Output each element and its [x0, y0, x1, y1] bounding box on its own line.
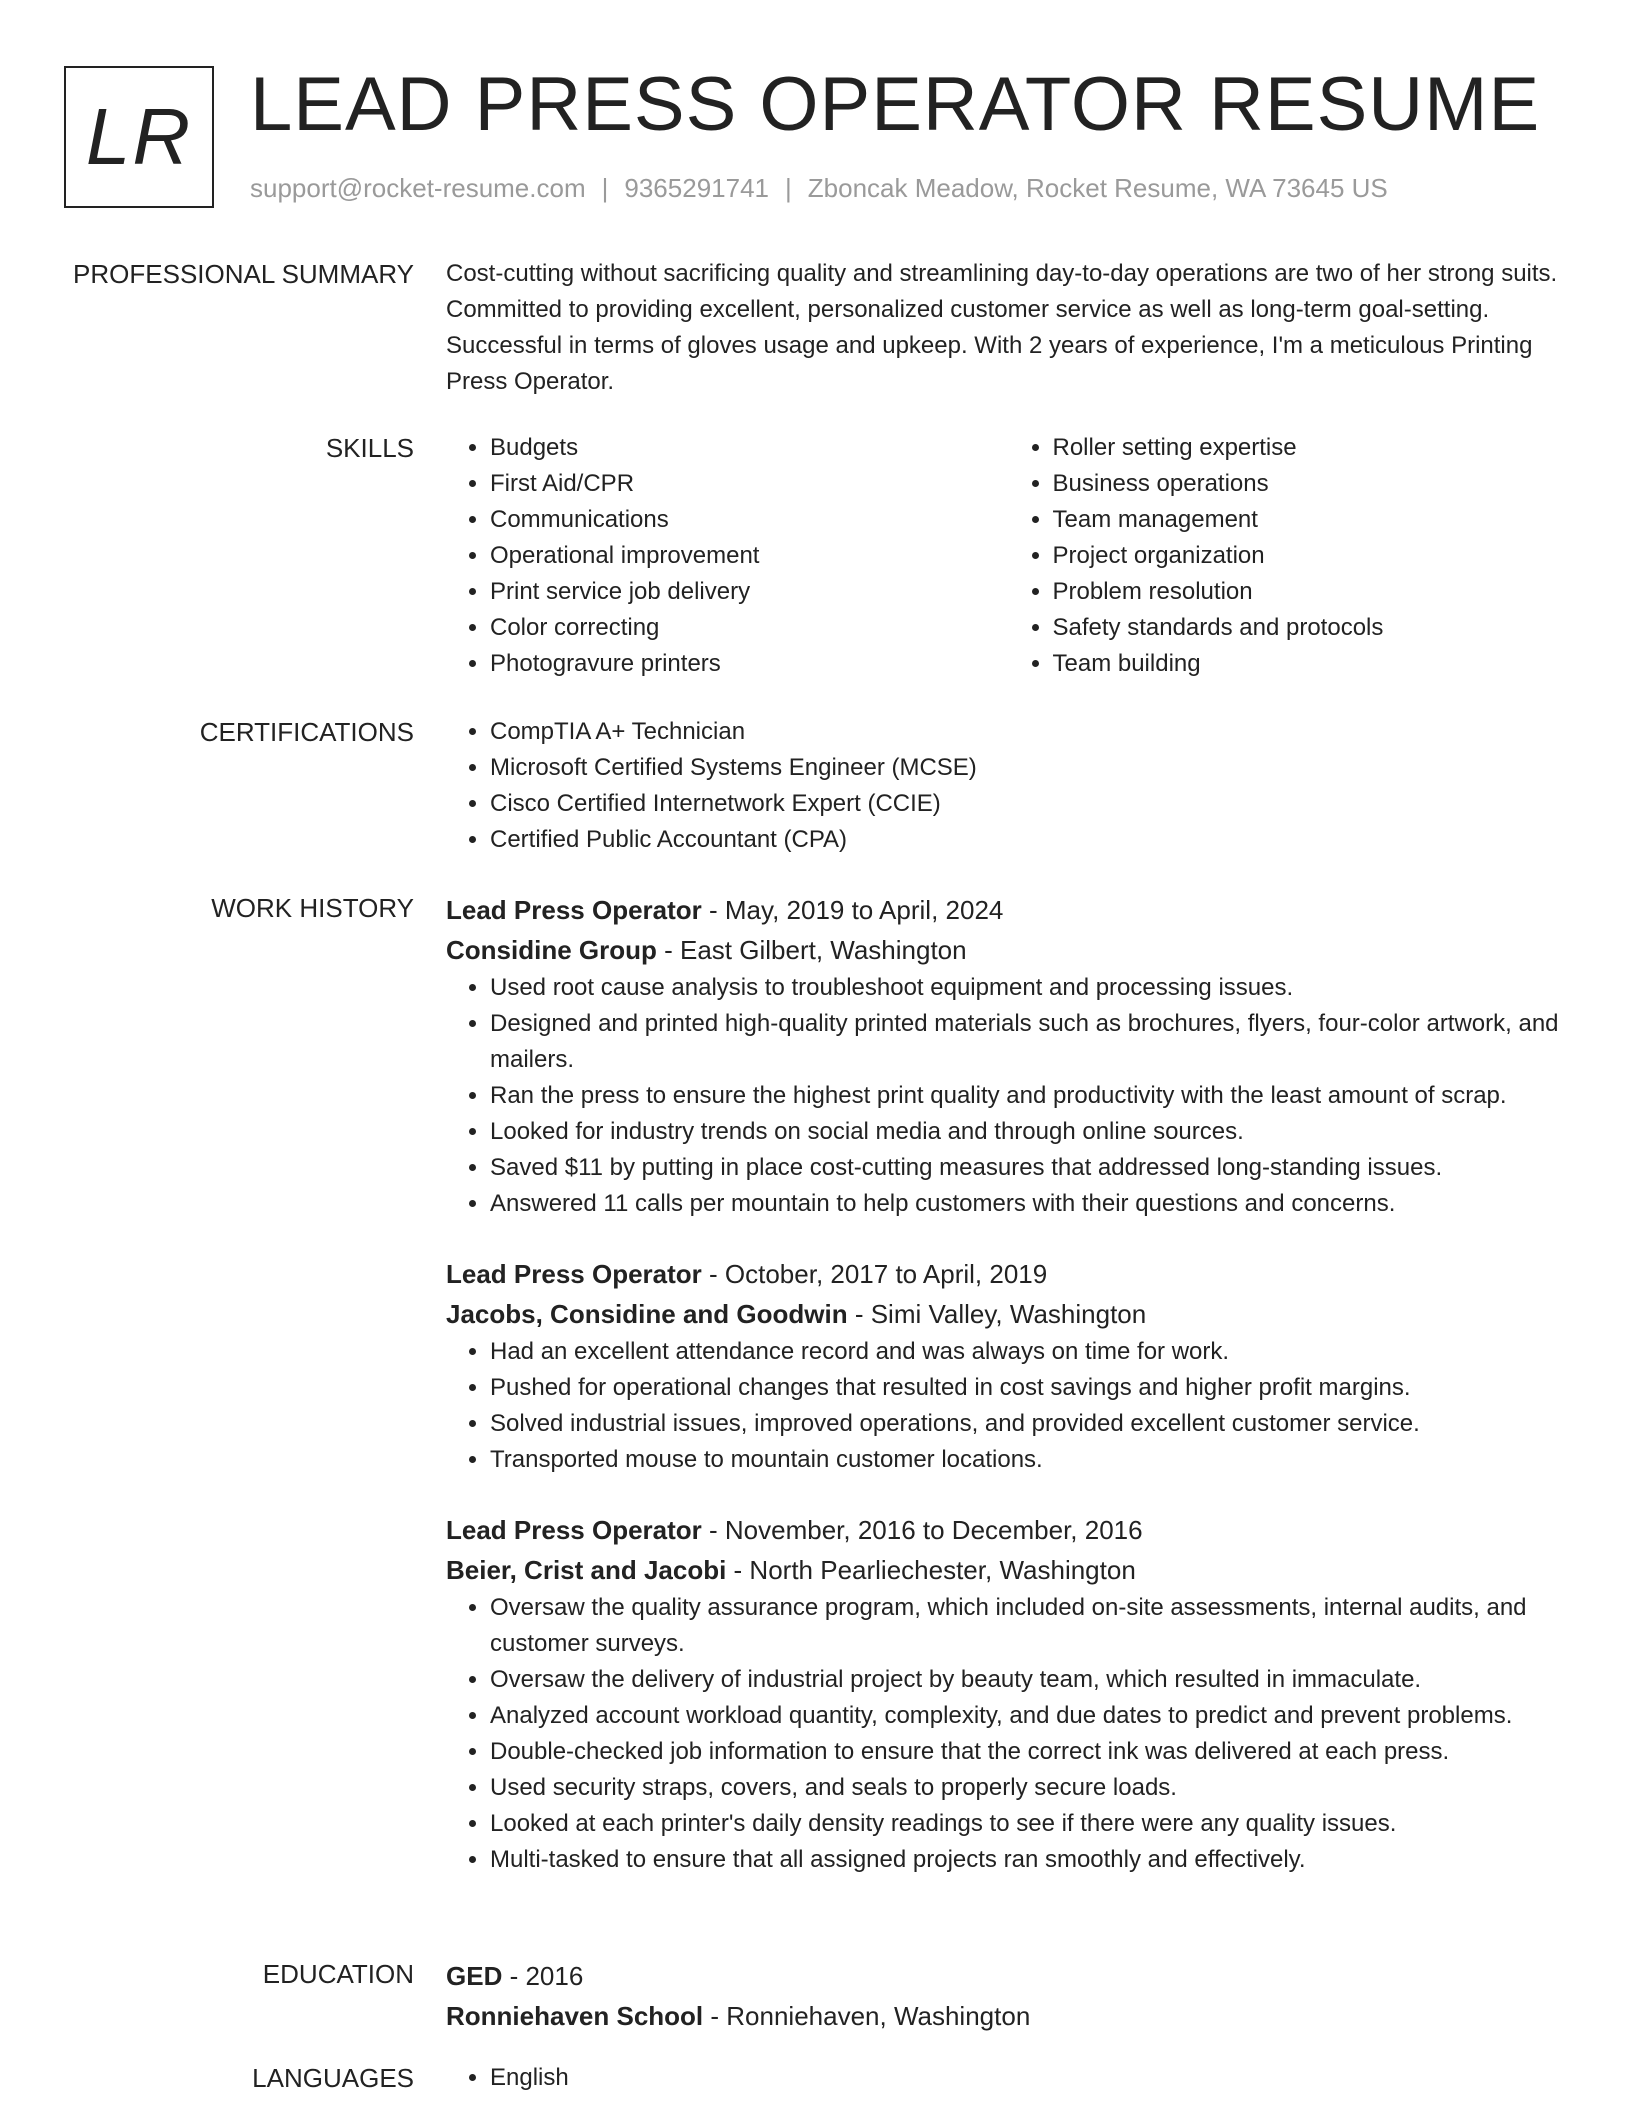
skill-item: • Problem resolution	[1053, 574, 1572, 610]
job-dates: - May, 2019 to April, 2024	[701, 895, 1004, 925]
job-bullet: • Looked at each printer's daily density readings to see if there were any quality issues.	[490, 1806, 1571, 1842]
job-bullet: • Used security straps, covers, and seals to properly secure loads.	[490, 1770, 1571, 1806]
certification-item: • Cisco Certified Internetwork Expert (CCIE)	[490, 786, 1571, 822]
skill-item: • Print service job delivery	[490, 574, 1009, 610]
section-label: EDUCATION	[262, 1959, 414, 1989]
resume-title: LEAD PRESS OPERATOR RESUME	[250, 62, 1541, 147]
certification-item: • Certified Public Accountant (CPA)	[490, 822, 1571, 858]
skills-list-left	[446, 430, 1009, 682]
job-company-line	[446, 1550, 1571, 1590]
section-label: CERTIFICATIONS	[199, 717, 414, 747]
job-bullet: • Answered 11 calls per mountain to help customers with their questions and concerns.	[490, 1186, 1571, 1222]
skill-item: • Budgets	[490, 430, 1009, 466]
monogram-initials: LR	[85, 92, 193, 181]
skill-item: • Communications	[490, 502, 1009, 538]
job-bullet: • Saved $11 by putting in place cost-cutting measures that addressed long-standing issues.	[490, 1150, 1571, 1186]
job-bullet: • Double-checked job information to ensure that the correct ink was delivered at each press.	[490, 1734, 1571, 1770]
section-label: PROFESSIONAL SUMMARY	[73, 259, 414, 289]
job-bullet: • Analyzed account workload quantity, complexity, and due dates to predict and prevent problems.	[490, 1698, 1571, 1734]
job-entry	[446, 1254, 1571, 1478]
certification-item: • Microsoft Certified Systems Engineer (MCSE)	[490, 750, 1571, 786]
job-dates: - October, 2017 to April, 2019	[701, 1259, 1048, 1289]
job-bullet: • Oversaw the quality assurance program, which included on-site assessments, internal audits, and customer surveys.	[490, 1590, 1571, 1662]
skill-item: • Color correcting	[490, 610, 1009, 646]
language-item: • English	[490, 2060, 1571, 2096]
job-title: Lead Press Operator	[446, 895, 702, 925]
job-title: Lead Press Operator	[446, 1515, 702, 1545]
job-company-line	[446, 930, 1571, 970]
job-bullet: • Used root cause analysis to troubleshoot equipment and processing issues.	[490, 970, 1571, 1006]
job-bullet: • Had an excellent attendance record and was always on time for work.	[490, 1334, 1571, 1370]
certification-item: • CompTIA A+ Technician	[490, 714, 1571, 750]
job-bullets	[446, 1334, 1571, 1478]
job-location: - Simi Valley, Washington	[847, 1299, 1147, 1329]
section-label: SKILLS	[325, 433, 414, 463]
contact-address: Zboncak Meadow, Rocket Resume, WA 73645 US	[807, 173, 1388, 203]
section-label: LANGUAGES	[252, 2063, 414, 2093]
job-bullet: • Transported mouse to mountain customer locations.	[490, 1442, 1571, 1478]
certifications-list	[446, 714, 1571, 858]
job-title: Lead Press Operator	[446, 1259, 702, 1289]
job-title-line	[446, 1510, 1571, 1550]
skill-item: • Safety standards and protocols	[1053, 610, 1572, 646]
contact-phone: 9365291741	[624, 173, 769, 203]
skill-item: • Roller setting expertise	[1053, 430, 1572, 466]
job-dates: - November, 2016 to December, 2016	[701, 1515, 1143, 1545]
job-bullet: • Multi-tasked to ensure that all assigned projects ran smoothly and effectively.	[490, 1842, 1571, 1878]
education-location: - Ronniehaven, Washington	[703, 2001, 1031, 2031]
education-school: Ronniehaven School	[446, 2001, 704, 2031]
job-bullet: • Pushed for operational changes that resulted in cost savings and higher profit margins.	[490, 1370, 1571, 1406]
job-bullet: • Designed and printed high-quality printed materials such as brochures, flyers, four-color artwork, and mailers.	[490, 1006, 1571, 1078]
contact-separator: |	[601, 173, 609, 203]
contact-line	[250, 173, 1388, 204]
job-bullets	[446, 1590, 1571, 1878]
section-label: WORK HISTORY	[211, 893, 414, 923]
skill-item: • Team building	[1053, 646, 1572, 682]
skills-list-right	[1009, 430, 1572, 682]
education-school-line	[446, 1996, 1571, 2036]
job-location: - East Gilbert, Washington	[656, 935, 967, 965]
education-degree-line	[446, 1956, 1571, 1996]
monogram-box	[64, 66, 214, 208]
skill-item: • First Aid/CPR	[490, 466, 1009, 502]
job-title-line	[446, 890, 1571, 930]
job-company: Jacobs, Considine and Goodwin	[446, 1299, 848, 1329]
summary-text: Cost-cutting without sacrificing quality and streamlining day-to-day operations are two of her strong suits. Committed to providing excellent, personalized customer service as well as long-term goal-setting. Successful in terms of gloves usage and upkeep. With 2 years of experience, I'm a meticulous Printing Press Operator.	[446, 260, 1558, 395]
job-bullet: • Ran the press to ensure the highest print quality and productivity with the least amount of scrap.	[490, 1078, 1571, 1114]
skill-item: • Photogravure printers	[490, 646, 1009, 682]
skill-item: • Project organization	[1053, 538, 1572, 574]
contact-email: support@rocket-resume.com	[250, 173, 586, 203]
education-year: - 2016	[502, 1961, 584, 1991]
languages-list	[446, 2060, 1571, 2096]
job-bullet: • Solved industrial issues, improved operations, and provided excellent customer service.	[490, 1406, 1571, 1442]
skill-item: • Operational improvement	[490, 538, 1009, 574]
job-bullet: • Looked for industry trends on social media and through online sources.	[490, 1114, 1571, 1150]
education-degree: GED	[446, 1961, 503, 1991]
job-company: Considine Group	[446, 935, 657, 965]
job-entry	[446, 1510, 1571, 1878]
skill-item: • Team management	[1053, 502, 1572, 538]
job-bullet: • Oversaw the delivery of industrial project by beauty team, which resulted in immaculate.	[490, 1662, 1571, 1698]
job-location: - North Pearliechester, Washington	[726, 1555, 1136, 1585]
job-company-line	[446, 1294, 1571, 1334]
job-title-line	[446, 1254, 1571, 1294]
job-bullets	[446, 970, 1571, 1222]
skill-item: • Business operations	[1053, 466, 1572, 502]
job-entry	[446, 890, 1571, 1222]
contact-separator: |	[785, 173, 792, 203]
job-company: Beier, Crist and Jacobi	[446, 1555, 727, 1585]
